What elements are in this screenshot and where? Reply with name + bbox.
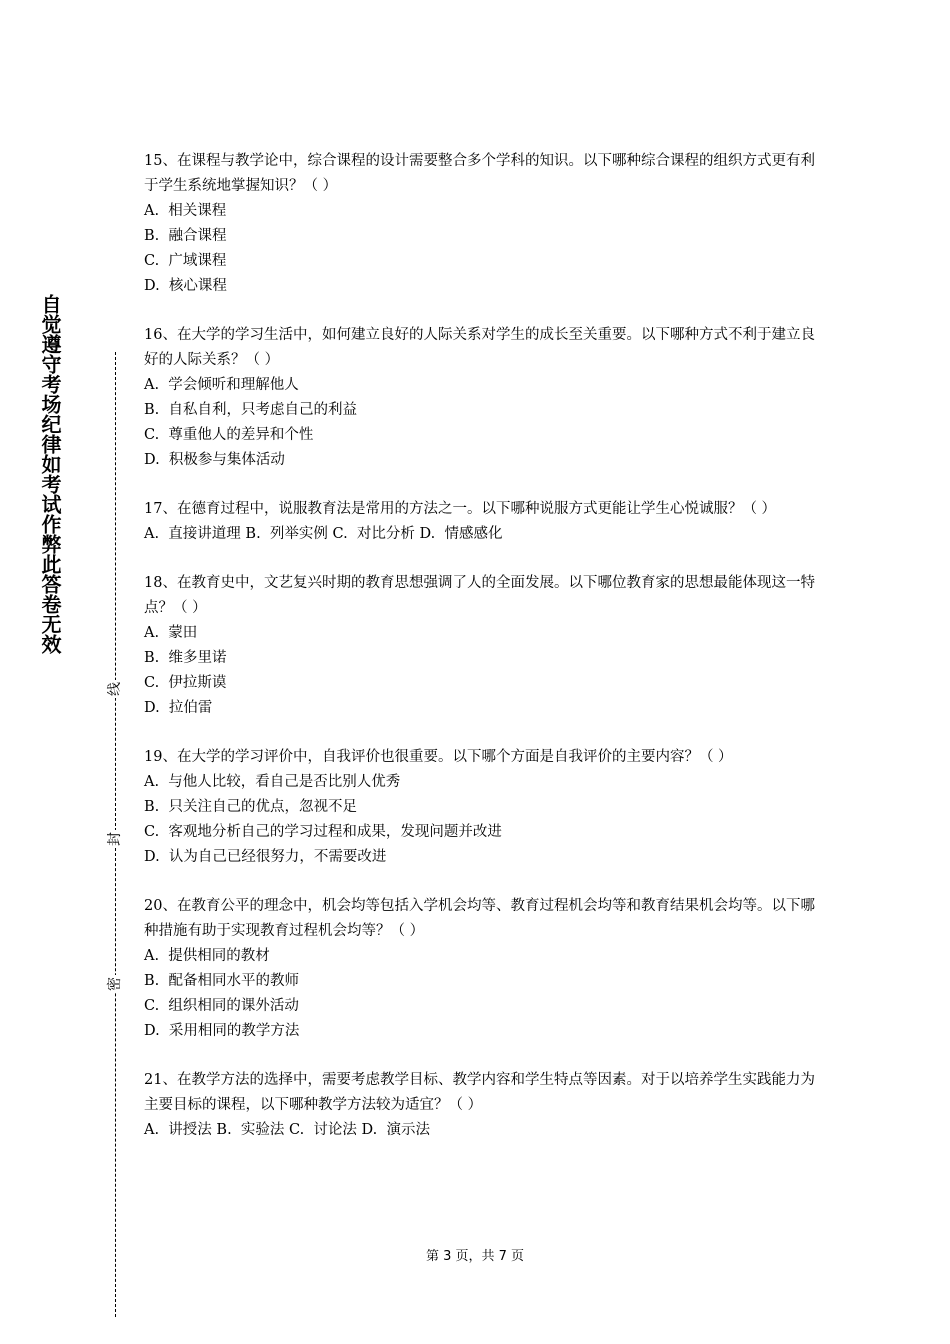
option-c: C. 广域课程 [144,253,227,269]
inline-options: A. 直接讲道理 B. 列举实例 C. 对比分析 D. 情感感化 [144,526,503,542]
option-d: D. 拉伯雷 [144,700,213,716]
question-20 [144,894,816,1044]
option-a: A. 蒙田 [144,625,198,641]
question-stem: 16、在大学的学习生活中，如何建立良好的人际关系对学生的成长至关重要。以下哪种方式不利于建立良好的人际关系？（ ） [144,327,815,368]
question-18 [144,571,816,721]
option-b: B. 融合课程 [144,228,227,244]
option-b: B. 维多里诺 [144,650,227,666]
option-b: B. 配备相同水平的教师 [144,973,299,989]
option-c: C. 尊重他人的差异和个性 [144,427,314,443]
option-a: A. 与他人比较，看自己是否比别人优秀 [144,774,401,790]
option-a: A. 学会倾听和理解他人 [144,377,299,393]
cut-label-secret: 密 [107,977,123,991]
option-c: C. 伊拉斯谟 [144,675,227,691]
option-d: D. 积极参与集体活动 [144,452,285,468]
exam-integrity-notice: 自觉遵守考场纪律如考试作弊此答卷无效 [38,294,62,654]
question-stem: 18、在教育史中，文艺复兴时期的教育思想强调了人的全面发展。以下哪位教育家的思想最能体现这一特点？（ ） [144,575,815,616]
option-d: D. 认为自己已经很努力，不需要改进 [144,849,387,865]
question-17 [144,497,816,547]
question-16 [144,323,816,473]
option-b: B. 只关注自己的优点，忽视不足 [144,799,357,815]
question-19 [144,745,816,870]
option-c: C. 组织相同的课外活动 [144,998,299,1014]
cut-label-seal: 封 [107,832,123,846]
option-d: D. 核心课程 [144,278,227,294]
inline-options: A. 讲授法 B. 实验法 C. 讨论法 D. 演示法 [144,1122,430,1138]
question-stem: 19、在大学的学习评价中，自我评价也很重要。以下哪个方面是自我评价的主要内容？（ ） [144,749,733,765]
cut-label-line: 线 [107,682,123,696]
question-list [144,149,816,1167]
question-stem: 21、在教学方法的选择中，需要考虑教学目标、教学内容和学生特点等因素。对于以培养学生实践能力为主要目标的课程，以下哪种教学方法较为适宜？（ ） [144,1072,815,1113]
option-a: A. 相关课程 [144,203,227,219]
page-number-footer: 第 3 页，共 7 页 [425,1249,525,1264]
option-b: B. 自私自利，只考虑自己的利益 [144,402,357,418]
option-d: D. 采用相同的教学方法 [144,1023,300,1039]
question-stem: 20、在教育公平的理念中，机会均等包括入学机会均等、教育过程机会均等和教育结果机会均等。以下哪种措施有助于实现教育过程机会均等？（ ） [144,898,815,939]
question-15 [144,149,816,299]
question-stem: 17、在德育过程中，说服教育法是常用的方法之一。以下哪种说服方式更能让学生心悦诚服？（ ） [144,501,777,517]
question-stem: 15、在课程与教学论中，综合课程的设计需要整合多个学科的知识。以下哪种综合课程的组织方式更有利于学生系统地掌握知识？（ ） [144,153,815,194]
option-a: A. 提供相同的教材 [144,948,270,964]
question-21 [144,1068,816,1143]
option-c: C. 客观地分析自己的学习过程和成果，发现问题并改进 [144,824,502,840]
